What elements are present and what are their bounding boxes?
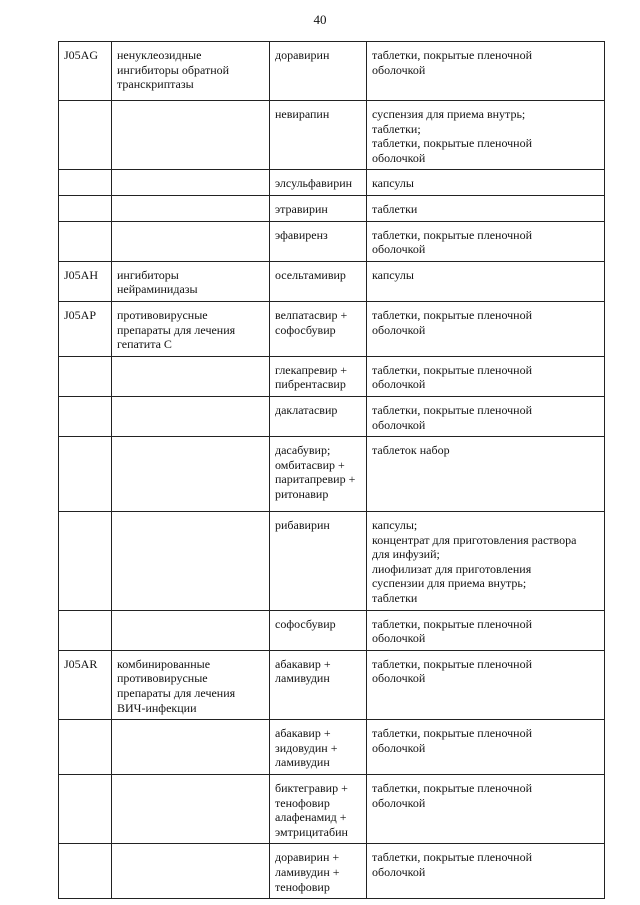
drug-name-line: тенофовир [275, 879, 330, 894]
drug-name-cell [270, 101, 367, 170]
drug-name-line: абакавир + [275, 726, 331, 741]
dosage-form-line: лиофилизат для приготовления [372, 561, 532, 576]
drug-name-line: даклатасвир [275, 402, 338, 417]
table-row [59, 512, 605, 611]
table-row [59, 720, 605, 775]
dosage-form-line: таблетки; [372, 121, 421, 136]
atc-code-cell [59, 195, 112, 221]
drug-name-line: велпатасвир + [275, 307, 348, 322]
table-row [59, 195, 605, 221]
dosage-form-line: таблетки, покрытые пленочной [372, 227, 533, 242]
dosage-form-line: таблетки, покрытые пленочной [372, 362, 533, 377]
drug-name-line: эфавиренз [275, 227, 328, 242]
drug-table [58, 41, 605, 899]
pharm-group-cell [112, 512, 270, 611]
pharm-group-line: гепатита С [117, 337, 172, 352]
dosage-form-cell [367, 170, 605, 196]
pharm-group-cell [112, 301, 270, 356]
drug-name-line: ламивудин [275, 755, 330, 770]
pharm-group-cell [112, 170, 270, 196]
drug-name-line: зидовудин + [275, 740, 338, 755]
dosage-form-line: оболочкой [372, 150, 426, 165]
pharm-group-cell [112, 775, 270, 844]
dosage-form-line: таблетки, покрытые пленочной [372, 656, 533, 671]
drug-name-line: дасабувир; [275, 443, 331, 458]
atc-code-cell [59, 512, 112, 611]
pharm-group-cell [112, 844, 270, 899]
dosage-form-line: оболочкой [372, 242, 426, 257]
dosage-form-cell [367, 775, 605, 844]
dosage-form-line: таблеток набор [372, 443, 450, 458]
atc-code-cell: J05AR [59, 650, 112, 719]
drug-name-cell [270, 195, 367, 221]
dosage-form-cell [367, 437, 605, 512]
pharm-group-line: противовирусные [117, 307, 208, 322]
dosage-form-cell [367, 42, 605, 101]
dosage-form-cell [367, 221, 605, 261]
drug-name-line: биктегравир + [275, 781, 348, 795]
table-row [59, 356, 605, 396]
drug-name-line: элсульфавирин [275, 176, 353, 191]
drug-name-cell [270, 844, 367, 899]
pharm-group-line: комбинированные [117, 656, 211, 671]
pharm-group-line: противовирусные [117, 671, 208, 686]
dosage-form-line: оболочкой [372, 671, 426, 686]
dosage-form-line: суспензия для приема внутрь; [372, 107, 526, 121]
pharm-group-cell [112, 195, 270, 221]
pharm-group-line: ингибиторы обратной [117, 62, 230, 77]
dosage-form-line: таблетки, покрытые пленочной [372, 402, 533, 417]
pharm-group-line: препараты для лечения [117, 686, 236, 701]
table-row [59, 650, 605, 719]
atc-code-cell [59, 775, 112, 844]
drug-name-line: софосбувир [275, 616, 336, 631]
drug-name-cell [270, 512, 367, 611]
table-row [59, 301, 605, 356]
drug-name-cell [270, 610, 367, 650]
dosage-form-cell [367, 396, 605, 436]
pharm-group-line: транскриптазы [117, 77, 194, 92]
table-row [59, 221, 605, 261]
table-row [59, 170, 605, 196]
table-row [59, 396, 605, 436]
drug-name-line: эмтрицитабин [275, 824, 348, 839]
dosage-form-line: оболочкой [372, 62, 426, 77]
dosage-form-cell [367, 650, 605, 719]
pharm-group-line: ВИЧ-инфекции [117, 700, 197, 715]
dosage-form-line: таблетки, покрытые пленочной [372, 307, 533, 322]
drug-name-line: софосбувир [275, 322, 336, 337]
drug-name-line: абакавир + [275, 656, 331, 671]
table-row [59, 261, 605, 301]
drug-name-cell [270, 261, 367, 301]
pharm-group-cell [112, 650, 270, 719]
table-row [59, 101, 605, 170]
dosage-form-line: концентрат для приготовления раствора [372, 532, 577, 547]
atc-code-cell [59, 101, 112, 170]
drug-name-line: тенофовир [275, 795, 330, 810]
dosage-form-line: таблетки, покрытые пленочной [372, 616, 533, 631]
drug-name-line: ламивудин + [275, 864, 340, 879]
dosage-form-line: оболочкой [372, 322, 426, 337]
drug-name-cell [270, 221, 367, 261]
dosage-form-line: таблетки, покрытые пленочной [372, 48, 533, 62]
pharm-group-cell [112, 396, 270, 436]
dosage-form-line: таблетки, покрытые пленочной [372, 850, 533, 865]
table-row [59, 610, 605, 650]
dosage-form-cell [367, 844, 605, 899]
dosage-form-line: оболочкой [372, 740, 426, 755]
dosage-form-line: капсулы [372, 267, 414, 282]
dosage-form-line: оболочкой [372, 795, 426, 810]
dosage-form-line: капсулы; [372, 518, 418, 533]
drug-name-cell [270, 437, 367, 512]
pharm-group-cell [112, 610, 270, 650]
dosage-form-cell [367, 261, 605, 301]
dosage-form-line: оболочкой [372, 417, 426, 432]
atc-code-cell [59, 170, 112, 196]
atc-code-cell [59, 610, 112, 650]
pharm-group-cell [112, 356, 270, 396]
drug-name-line: доравирин + [275, 850, 340, 865]
pharm-group-cell [112, 437, 270, 512]
drug-name-cell [270, 396, 367, 436]
dosage-form-cell [367, 720, 605, 775]
atc-code-cell [59, 221, 112, 261]
drug-name-line: ритонавир [275, 486, 329, 501]
dosage-form-line: таблетки, покрытые пленочной [372, 726, 533, 741]
dosage-form-cell [367, 101, 605, 170]
table-row [59, 42, 605, 101]
atc-code-cell [59, 356, 112, 396]
dosage-form-cell [367, 356, 605, 396]
dosage-form-cell [367, 301, 605, 356]
atc-code-cell [59, 720, 112, 775]
drug-name-cell [270, 356, 367, 396]
drug-name-cell [270, 170, 367, 196]
pharm-group-line: ингибиторы [117, 267, 179, 282]
pharm-group-cell [112, 221, 270, 261]
atc-code-cell [59, 396, 112, 436]
drug-name-cell [270, 775, 367, 844]
pharm-group-line: препараты для лечения [117, 322, 236, 337]
pharm-group-cell [112, 42, 270, 101]
page-number: 40 [313, 12, 327, 27]
dosage-form-line: оболочкой [372, 864, 426, 879]
table-row [59, 775, 605, 844]
table-row [59, 437, 605, 512]
dosage-form-line: таблетки, покрытые пленочной [372, 136, 533, 151]
atc-code-cell [59, 437, 112, 512]
atc-code-cell: J05AP [59, 301, 112, 356]
drug-name-line: ламивудин [275, 671, 330, 686]
atc-code-cell: J05AH [59, 261, 112, 301]
dosage-form-line: таблетки, покрытые пленочной [372, 781, 533, 795]
drug-name-line: доравирин [275, 48, 330, 62]
dosage-form-cell [367, 610, 605, 650]
pharm-group-cell [112, 101, 270, 170]
drug-name-line: этравирин [275, 201, 328, 216]
dosage-form-cell [367, 195, 605, 221]
drug-name-cell [270, 301, 367, 356]
drug-name-line: алафенамид + [275, 810, 347, 825]
drug-name-line: омбитасвир + [275, 457, 345, 472]
dosage-form-cell [367, 512, 605, 611]
dosage-form-line: оболочкой [372, 631, 426, 646]
drug-name-cell [270, 650, 367, 719]
dosage-form-line: для инфузий; [372, 547, 440, 562]
dosage-form-line: суспензии для приема внутрь; [372, 576, 527, 591]
pharm-group-line: ненуклеозидные [117, 48, 202, 62]
drug-name-line: рибавирин [275, 518, 330, 533]
atc-code-cell: J05AG [59, 42, 112, 101]
drug-name-line: невирапин [275, 107, 330, 121]
drug-name-line: паритапревир + [275, 472, 356, 487]
table-body [59, 42, 605, 899]
pharm-group-cell [112, 261, 270, 301]
drug-name-cell [270, 42, 367, 101]
drug-name-cell [270, 720, 367, 775]
dosage-form-line: капсулы [372, 176, 414, 191]
atc-code-cell [59, 844, 112, 899]
dosage-form-line: таблетки [372, 201, 418, 216]
pharm-group-line: нейраминидазы [117, 282, 198, 297]
dosage-form-line: таблетки [372, 591, 418, 606]
drug-name-line: глекапревир + [275, 362, 348, 377]
pharm-group-cell [112, 720, 270, 775]
drug-name-line: пибрентасвир [275, 377, 346, 392]
table-row [59, 844, 605, 899]
dosage-form-line: оболочкой [372, 377, 426, 392]
drug-name-line: осельтамивир [275, 267, 346, 282]
